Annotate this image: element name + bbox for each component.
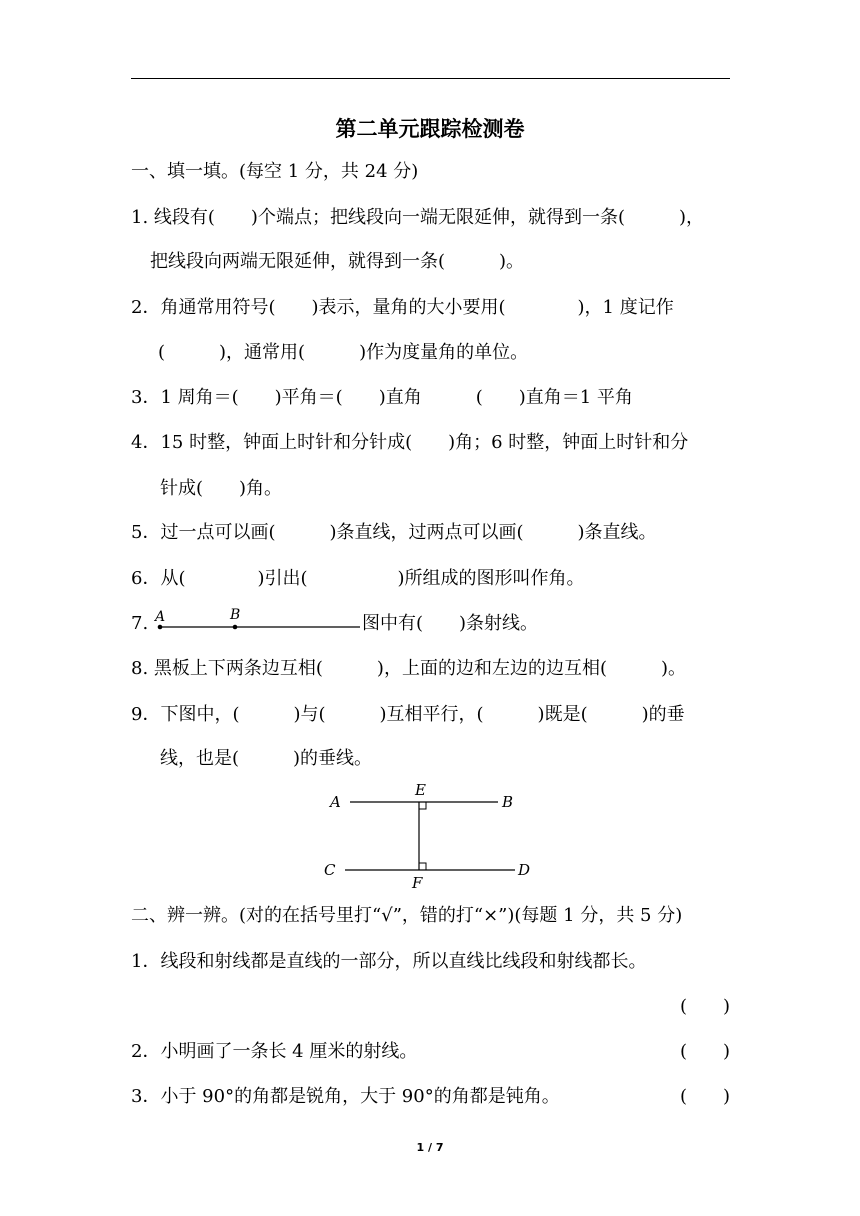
question-9-line2: 线，也是( )的垂线。: [160, 748, 373, 769]
label-a: A: [330, 793, 341, 811]
point-b-label: B: [230, 607, 241, 623]
section1-heading: 一、填一填。(每空 1 分，共 24 分): [131, 161, 419, 182]
judge-question-1-paren: ( ): [679, 996, 730, 1017]
point-a-label: A: [155, 609, 166, 625]
judge-question-2: 2．小明画了一条长 4 厘米的射线。: [131, 1041, 418, 1062]
parallel-lines-figure: [320, 778, 540, 890]
section2-heading: 二、辨一辨。(对的在括号里打“√”，错的打“×”)(每题 1 分，共 5 分): [131, 905, 683, 926]
right-angle-mark-e: [419, 802, 426, 809]
question-5: 5．过一点可以画( )条直线，过两点可以画( )条直线。: [131, 522, 657, 543]
ray-figure: [150, 603, 365, 635]
question-2-line2: ( )，通常用( )作为度量角的单位。: [158, 342, 529, 363]
judge-question-2-paren: ( ): [679, 1041, 730, 1062]
label-c: C: [324, 861, 336, 879]
question-2-line1: 2．角通常用符号( )表示，量角的大小要用( )，1 度记作: [131, 297, 674, 318]
right-angle-mark-f: [419, 863, 426, 870]
question-1-line1: 1. 线段有( )个端点；把线段向一端无限延伸，就得到一条( )，: [131, 207, 704, 228]
judge-question-1: 1．线段和射线都是直线的一部分，所以直线比线段和射线都长。: [131, 951, 647, 972]
question-4-line2: 针成( )角。: [160, 478, 283, 499]
label-b: B: [502, 793, 514, 811]
page-number: 1 / 7: [416, 1141, 444, 1154]
label-e: E: [415, 781, 426, 799]
question-6: 6．从( )引出( )所组成的图形叫作角。: [131, 568, 585, 589]
label-d: D: [518, 861, 531, 879]
header-rule: [131, 78, 730, 79]
judge-question-3: 3．小于 90°的角都是锐角，大于 90°的角都是钝角。: [131, 1086, 560, 1107]
judge-question-3-paren: ( ): [679, 1086, 730, 1107]
question-9-line1: 9．下图中，( )与( )互相平行，( )既是( )的垂: [131, 704, 685, 725]
question-8: 8. 黑板上下两条边互相( )，上面的边和左边的边互相( )。: [131, 658, 686, 679]
question-1-line2: 把线段向两端无限延伸，就得到一条( )。: [150, 251, 525, 272]
point-a-dot: [158, 625, 163, 630]
label-f: F: [412, 874, 423, 890]
question-4-line1: 4．15 时整，钟面上时针和分针成( )角；6 时整，钟面上时针和分: [131, 432, 689, 453]
question-3: 3．1 周角＝( )平角＝( )直角 ( )直角＝1 平角: [131, 387, 633, 408]
point-b-dot: [233, 625, 238, 630]
question-7-text: 图中有( )条射线。: [362, 613, 539, 634]
question-7-number: 7.: [131, 613, 149, 634]
page-title: 第二单元跟踪检测卷: [335, 117, 525, 141]
